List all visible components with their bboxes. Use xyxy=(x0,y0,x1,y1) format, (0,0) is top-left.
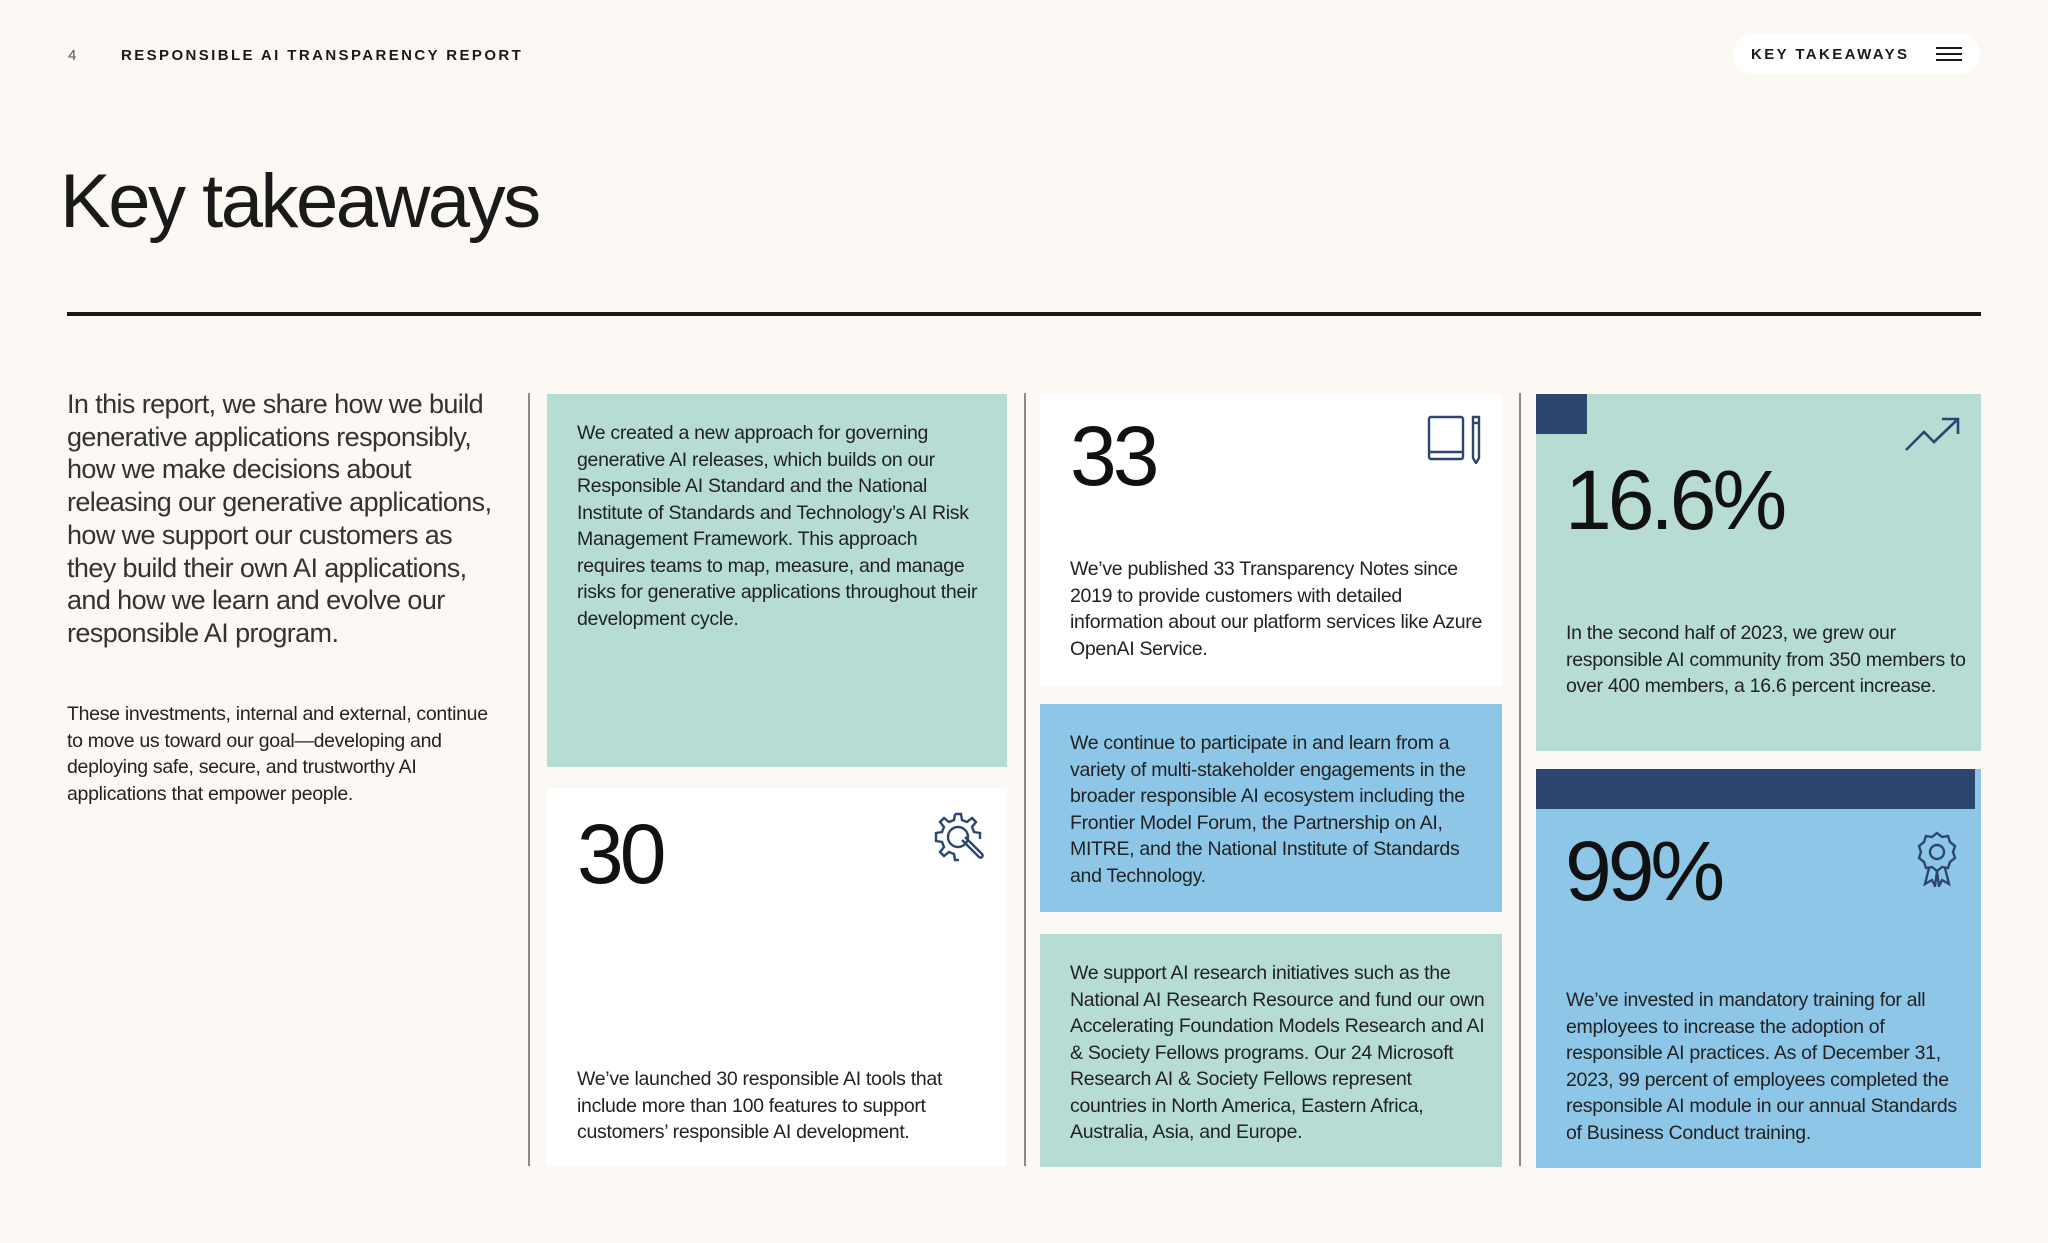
title-divider xyxy=(67,312,1981,316)
card-text: We’ve invested in mandatory training for all employees to increase the adoption of responsible AI practices. As of December 31, 2023, 99 percent of employees completed the responsible AI module in our annual Standards of Business Conduct training. xyxy=(1566,989,1957,1144)
gear-wrench-icon xyxy=(929,810,989,868)
page-number: 4 xyxy=(68,47,77,64)
card-text: We’ve launched 30 responsible AI tools that include more than 100 features to support customers’ responsible AI development. xyxy=(577,1068,943,1143)
award-ribbon-icon xyxy=(1916,831,1958,887)
transparency-notes-card xyxy=(1040,394,1502,686)
card-text: In the second half of 2023, we grew our responsible AI community from 350 members to over 400 members, a 16.6 percent increase. xyxy=(1566,622,1966,697)
intro-lead-paragraph: In this report, we share how we build generative applications responsibly, how we make decisions about releasing our generative applications, how we support our customers as they build their own AI applications, and how we learn and evolve our responsible AI program. xyxy=(67,389,492,648)
research-card xyxy=(1040,934,1502,1167)
tools-card xyxy=(547,788,1007,1166)
card-text: We support AI research initiatives such as the National AI Research Resource and fund our own Accelerating Foundation Models Research and AI & Society Fellows programs. Our 24 Microsoft Research AI & Society Fellows represent countries in North America, Eastern Africa, Australia, Asia, and Europe. xyxy=(1070,962,1485,1143)
column-divider xyxy=(528,393,530,1166)
nav-label: KEY TAKEAWAYS xyxy=(1751,45,1910,63)
stat-value: 30 xyxy=(577,807,663,901)
community-card xyxy=(1536,394,1981,751)
training-card xyxy=(1536,769,1981,1168)
book-pencil-icon xyxy=(1427,414,1483,464)
card-text: We created a new approach for governing generative AI releases, which builds on our Responsible AI Standard and the National Institute of Standards and Technology’s AI Risk Management Framework. This approach requires teams to map, measure, and manage risks for generative applications throughout their development cycle. xyxy=(577,422,978,630)
menu-icon[interactable] xyxy=(1936,47,1962,61)
engagements-card xyxy=(1040,704,1502,912)
page-title: Key takeaways xyxy=(60,159,539,244)
card-text: We’ve published 33 Transparency Notes since 2019 to provide customers with detailed information about our platform services like Azure OpenAI Service. xyxy=(1070,558,1483,660)
accent-bar xyxy=(1536,769,1975,809)
report-title: RESPONSIBLE AI TRANSPARENCY REPORT xyxy=(121,47,524,64)
stat-value: 33 xyxy=(1070,409,1156,503)
intro-body-paragraph: These investments, internal and external, continue to move us toward our goal—developing and deploying safe, secure, and trustworthy AI applications that empower people. xyxy=(67,703,488,805)
trend-up-icon xyxy=(1904,416,1962,454)
card-text: We continue to participate in and learn from a variety of multi-stakeholder engagements in the broader responsible AI ecosystem including the Frontier Model Forum, the Partnership on AI, MITRE, and the National Institute of Standards and Technology. xyxy=(1070,732,1466,887)
accent-block xyxy=(1536,394,1587,434)
key-takeaways-nav-button[interactable] xyxy=(1733,34,1980,74)
stat-value: 16.6% xyxy=(1565,453,1784,547)
stat-value: 99% xyxy=(1565,824,1722,918)
column-divider xyxy=(1024,393,1026,1166)
column-divider xyxy=(1519,393,1521,1166)
governing-card xyxy=(547,394,1007,767)
